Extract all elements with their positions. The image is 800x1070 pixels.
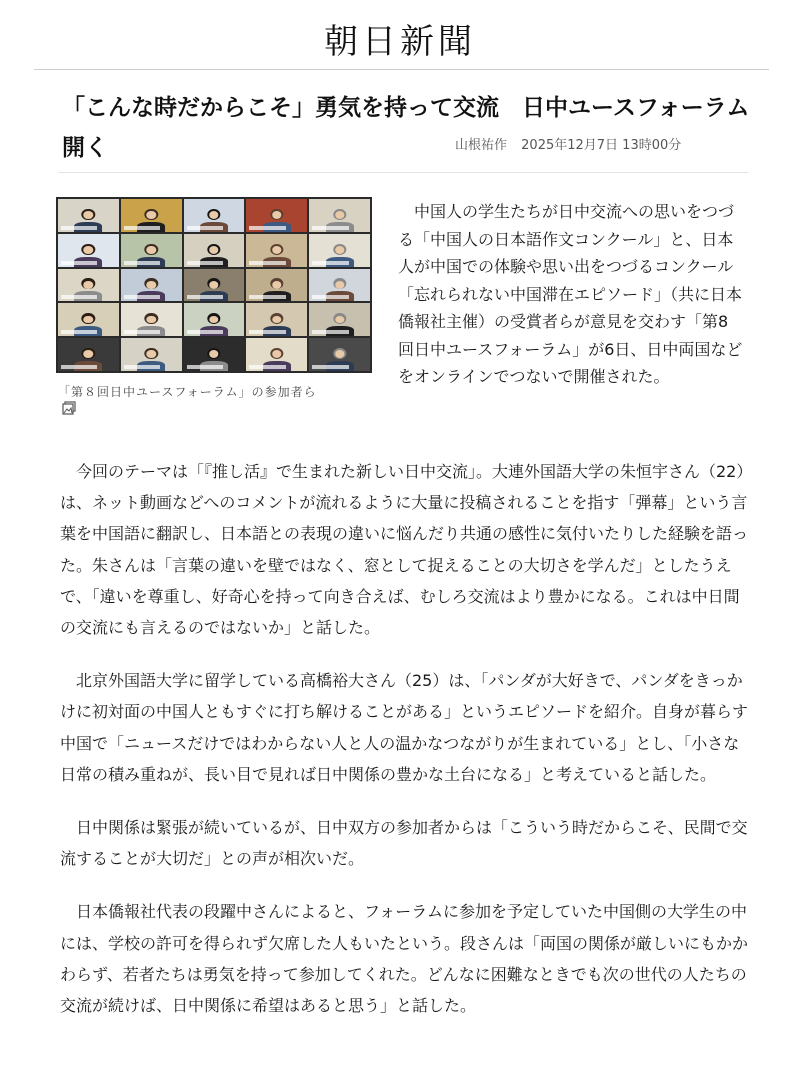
participant-tile <box>184 338 245 371</box>
article-body <box>60 456 750 1043</box>
byline <box>455 134 691 153</box>
participant-tile <box>309 269 370 302</box>
participant-tile <box>184 303 245 336</box>
article-paragraph: 今回のテーマは「『推し活』で生まれた新しい日中交流」。大連外国語大学の朱恒宇さん（22）は、ネット動画などへのコメントが流れるように大量に投稿されることを指す「弾幕」という言葉を中国語に翻訳し、日本語との表現の違いに悩んだり共通の感性に気付いたりした経験を語った。朱さんは「言葉の違いを壁ではなく、窓として捉えることの大切さを学んだ」としたうえで、「違いを尊重し、好奇心を持って向き合えば、むしろ交流はより豊かになる。これは中日間の交流にも言えるのではないか」と話した。 <box>60 462 749 638</box>
participant-tile <box>184 199 245 232</box>
photo-caption: 「第８回日中ユースフォーラム」の参加者ら <box>58 385 317 399</box>
participant-tile <box>121 338 182 371</box>
article-photo[interactable] <box>56 197 372 373</box>
participant-tile <box>58 199 119 232</box>
participant-tile <box>58 338 119 371</box>
participant-tile <box>58 234 119 267</box>
publish-date: 2025年12月7日 13時00分 <box>521 138 682 153</box>
participant-tile <box>246 234 307 267</box>
participant-tile <box>309 234 370 267</box>
participant-tile <box>246 303 307 336</box>
participant-tile <box>309 338 370 371</box>
participant-tile <box>246 338 307 371</box>
article-paragraph: 北京外国語大学に留学している高橋裕大さん（25）は、「パンダが大好きで、パンダをきっかけに初対面の中国人ともすぐに打ち解けることがある」というエピソードを紹介。自身が暮らす中国で「ニュースだけではわからない人と人の温かなつながりが生まれている」とし、「小さな日常の積み重ねが、長い目で見れば日中関係の豊かな土台になる」と考えていると話した。 <box>60 671 749 784</box>
gallery-icon[interactable] <box>62 401 76 415</box>
participant-tile <box>309 303 370 336</box>
participant-tile <box>246 269 307 302</box>
headline-divider <box>58 172 748 173</box>
participant-tile <box>58 303 119 336</box>
participant-tile <box>121 234 182 267</box>
participant-tile <box>184 269 245 302</box>
participant-tile <box>121 199 182 232</box>
participant-tile <box>184 234 245 267</box>
masthead-logo[interactable]: 朝日新聞 <box>324 22 476 62</box>
article-paragraph: 日中関係は緊張が続いているが、日中双方の参加者からは「こういう時だからこそ、民間で交流することが大切だ」との声が相次いだ。 <box>60 818 748 869</box>
author-name: 山根祐作 <box>455 138 508 153</box>
participant-tile <box>58 269 119 302</box>
participant-tile <box>309 199 370 232</box>
article-lead: 中国人の学生たちが日中交流への思いをつづる「中国人の日本語作文コンクール」と、日本人が中国での体験や思い出をつづるコンクール「忘れられない中国滞在エピソード」（共に日本僑報社主催）の受賞者らが意見を交わす「第8回日中ユースフォーラム」が6日、日中両国などをオンラインでつないで開催された。 <box>398 202 743 386</box>
article-paragraph: 日本僑報社代表の段躍中さんによると、フォーラムに参加を予定していた中国側の大学生の中には、学校の許可を得られず欠席した人もいたという。段さんは「両国の関係が厳しいにもかかわらず、若者たちは勇気を持って参加してくれた。どんなに困難なときでも次の世代の人たちの交流が続けば、日中関係に希望はあると思う」と話した。 <box>60 902 749 1016</box>
video-conference-grid <box>56 197 372 373</box>
masthead-divider <box>34 69 769 70</box>
participant-tile <box>121 303 182 336</box>
participant-tile <box>246 199 307 232</box>
article-headline: 「こんな時だからこそ」勇気を持って交流 日中ユースフォーラム開く <box>62 95 750 161</box>
participant-tile <box>121 269 182 302</box>
